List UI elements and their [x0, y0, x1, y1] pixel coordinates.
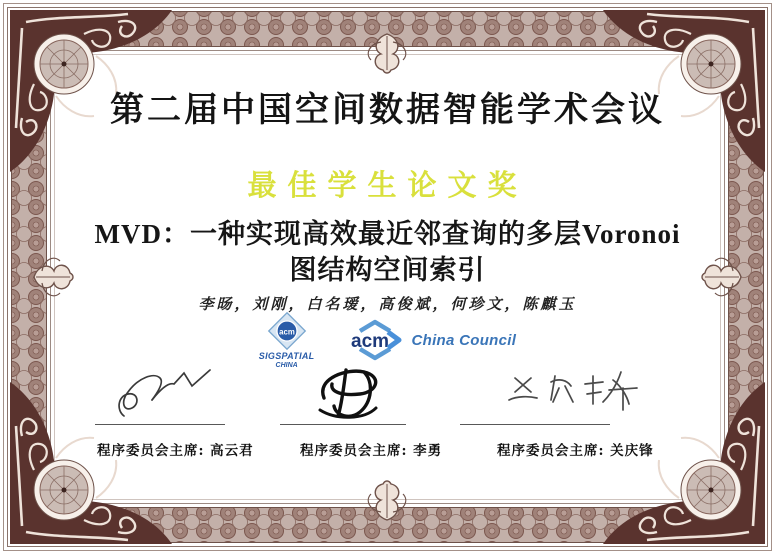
china-council-label: China Council [411, 331, 517, 349]
acm-wordmark: acm [351, 331, 390, 352]
signature-line [280, 424, 406, 425]
chair-label-right: 程序委员会主席: 关庆锋 [497, 443, 654, 459]
signature-line [460, 424, 610, 425]
acm-wordmark: acm [278, 327, 295, 337]
sigspatial-china-logo [259, 311, 315, 369]
paper-title-line1: MVD：一种实现高效最近邻查询的多层Voronoi [94, 219, 681, 249]
signature-gao-yunjun [110, 366, 240, 426]
chair-label-left: 程序委员会主席: 高云君 [97, 443, 254, 459]
acm-chevron-icon [348, 318, 404, 362]
authors-line: 李旸，刘刚，白名瑷，高俊斌，何珍文，陈麒玉 [198, 295, 577, 313]
sigspatial-china-label: CHINA [275, 362, 298, 369]
paper-title [60, 216, 715, 288]
award-name: 最佳学生论文奖 [247, 168, 528, 202]
acm-china-council-logo [348, 318, 516, 362]
conference-title: 第二届中国空间数据智能学术会议 [110, 90, 665, 130]
paper-title-line2: 图结构空间索引 [289, 255, 486, 285]
signature-guan-qingfeng [505, 368, 665, 418]
sponsor-logos [70, 316, 705, 369]
signature-li-yong [312, 364, 402, 426]
sigspatial-label: SIGSPATIAL [258, 351, 315, 361]
signature-line [95, 424, 225, 425]
chair-label-middle: 程序委员会主席: 李勇 [300, 443, 443, 459]
sigspatial-diamond-icon [267, 311, 307, 351]
